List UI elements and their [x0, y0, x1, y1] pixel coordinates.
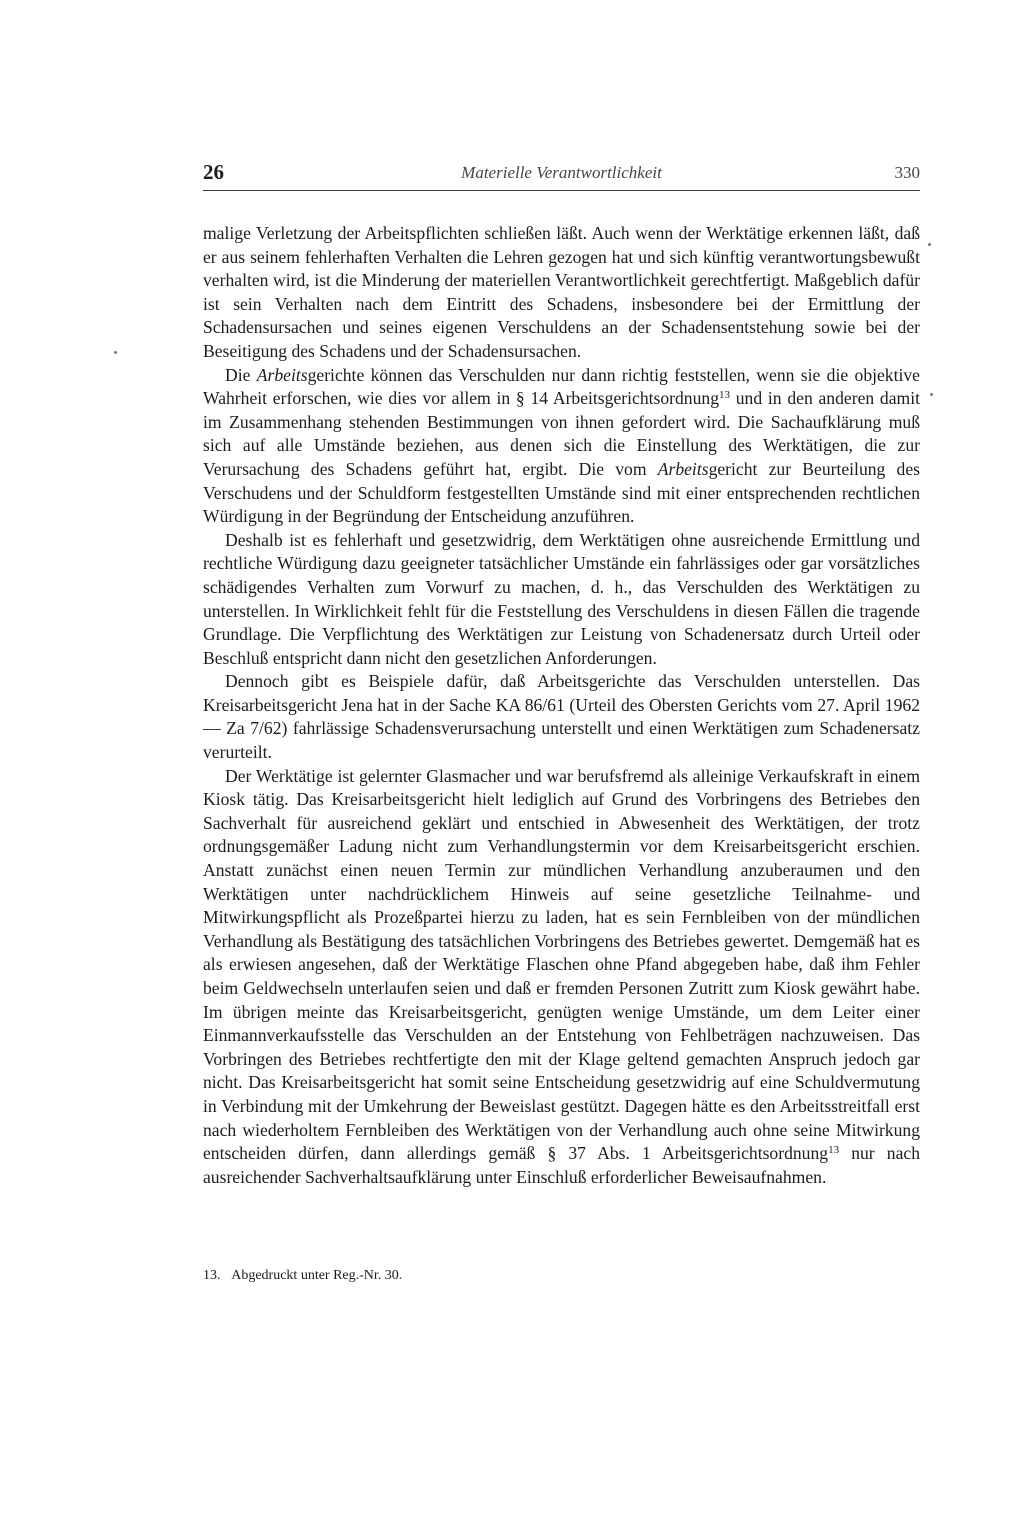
- paragraph-p3: [203, 529, 920, 671]
- text-segment: malige Verletzung der Arbeitspflichten schließen läßt. Auch wenn der Werktätige erkennen läßt, daß er aus seinem fehlerhaften Verhalten die Lehren gezogen hat und sich künftig verantwortungsbewußt verhalten wird, ist die Minderung der materiellen Verantwortlichkeit gerechtfertigt. Maßgeblich dafür ist sein Verhalten nach dem Eintritt des Schadens, insbesondere bei der Ermittlung der Schadensursachen und seines eigenen Verschuldens an der Schadensentstehung sowie bei der Beseitigung des Schadens und der Schadensursachen.: [203, 223, 920, 361]
- text-segment: nur nach ausreichender Sachverhaltsaufklärung unter Einschluß erforderlicher Beweisaufnahmen.: [203, 1143, 920, 1187]
- paragraph-p2: [203, 364, 920, 529]
- text-segment: Arbeits: [256, 364, 308, 385]
- section-number: 330: [894, 163, 920, 182]
- text-segment: Deshalb ist es fehlerhaft und gesetzwidrig, dem Werktätigen ohne ausreichende Ermittlung und rechtliche Würdigung dazu geeigneter tatsächlicher Umstände ein fahrlässiges oder gar vorsätzliches schädigendes Verhalten zum Vorwurf zu machen, d. h., das Verschulden des Werktätigen zu unterstellen. In Wirklichkeit fehlt für die Feststellung des Verschuldens in diesen Fällen die tragende Grundlage. Die Verpflichtung des Werktätigen zur Leistung von Schadenersatz durch Urteil oder Beschluß entspricht dann nicht den gesetzlichen Anforderungen.: [203, 529, 920, 668]
- scan-speck: [930, 393, 933, 396]
- footnote: [203, 1268, 920, 1284]
- text-segment: Der Werktätige ist gelernter Glasmacher und war berufsfremd als alleinige Verkaufskraft in einem Kiosk tätig. Das Kreisarbeitsgericht hielt lediglich auf Grund des Vorbringens des Betriebes den Sachverhalt für ausreichend geklärt und entschied in Abwesenheit des Werktätigen, der trotz ordnungsgemäßer Ladung nicht zum Verhandlungstermin vor dem Kreisarbeitsgericht erschien. Anstatt zunächst einen neuen Termin zur mündlichen Verhandlung anzuberaumen und den Werktätigen unter nachdrücklichem Hinweis auf seine gesetzliche Teilnahme- und Mitwirkungspflicht als Prozeßpartei hierzu zu laden, hat es sein Fernbleiben von der mündlichen Verhandlung als Bestätigung des tatsächlichen Vorbringens des Betriebes gewertet. Demgemäß hat es als erwiesen angesehen, daß der Werktätige Flaschen ohne Pfand abgegeben habe, daß ihm Fehler beim Geldwechseln unterlaufen seien und daß er fremden Personen Zutritt zum Kiosk gewährt habe. Im übrigen meinte das Kreisarbeitsgericht, genügten wenige Umstände, um dem Leiter einer Einmannverkaufsstelle das Verschulden an der Entstehung von Fehlbeträgen nachzuweisen. Das Vorbringen des Betriebes rechtfertigte den mit der Klage geltend gemachten Anspruch jedoch gar nicht. Das Kreisarbeitsgericht hat somit seine Entscheidung gesetzwidrig auf eine Schuldvermutung in Verbindung mit der Umkehrung der Beweislast gestützt. Dagegen hätte es den Arbeitsstreitfall erst nach wiederholtem Fernbleiben des Werktätigen von der Verhandlung auch ohne seine Mitwirkung entscheiden dürfen, dann allerdings gemäß § 37 Abs. 1 Arbeitsgerichtsordnung: [203, 765, 920, 1164]
- running-header: [203, 160, 920, 191]
- scan-speck: [928, 243, 931, 246]
- text-segment: Die: [225, 364, 257, 385]
- running-title: Materielle Verantwortlichkeit: [461, 163, 662, 182]
- footnote-ref: 13: [719, 389, 730, 402]
- footnote-text: Abgedruckt unter Reg.-Nr. 30.: [231, 1268, 403, 1283]
- paragraph-p1: [203, 222, 920, 364]
- text-segment: und in den anderen damit im Zusammenhang stehenden Bestimmungen von ihnen gefordert wird. Die Sachaufklärung muß sich auf alle Umstände beziehen, aus denen sich die Einstellung des Werktätigen, die zur Verursachung des Schadens geführt hat, ergibt. Die vom: [203, 388, 920, 479]
- text-segment: Arbeits: [657, 458, 709, 479]
- page-number: 26: [203, 160, 224, 184]
- body-text: [203, 222, 920, 1189]
- text-segment: gericht zur Beurteilung des Verschudens und der Schuldform festgestellten Umstände sind mit einer entsprechenden rechtlichen Würdigung in der Begründung der Entscheidung anzuführen.: [203, 458, 920, 527]
- text-segment: gerichte können das Verschulden nur dann richtig feststellen, wenn sie die objektive Wahrheit erforschen, wie dies vor allem in § 14 Arbeitsgerichtsordnung: [203, 364, 920, 409]
- footnote-number: 13.: [203, 1268, 221, 1283]
- paragraph-p5: [203, 765, 920, 1190]
- text-segment: Dennoch gibt es Beispiele dafür, daß Arbeitsgerichte das Verschulden unterstellen. Das Kreisarbeitsgericht Jena hat in der Sache KA 86/61 (Urteil des Obersten Gerichts vom 27. April 1962 — Za 7/62) fahrlässige Schadensverursachung unterstellt und einen Werktätigen zum Schadenersatz verurteilt.: [203, 671, 920, 763]
- footnote-ref: 13: [828, 1144, 840, 1157]
- paragraph-p4: [203, 670, 920, 764]
- scan-speck: [114, 351, 117, 354]
